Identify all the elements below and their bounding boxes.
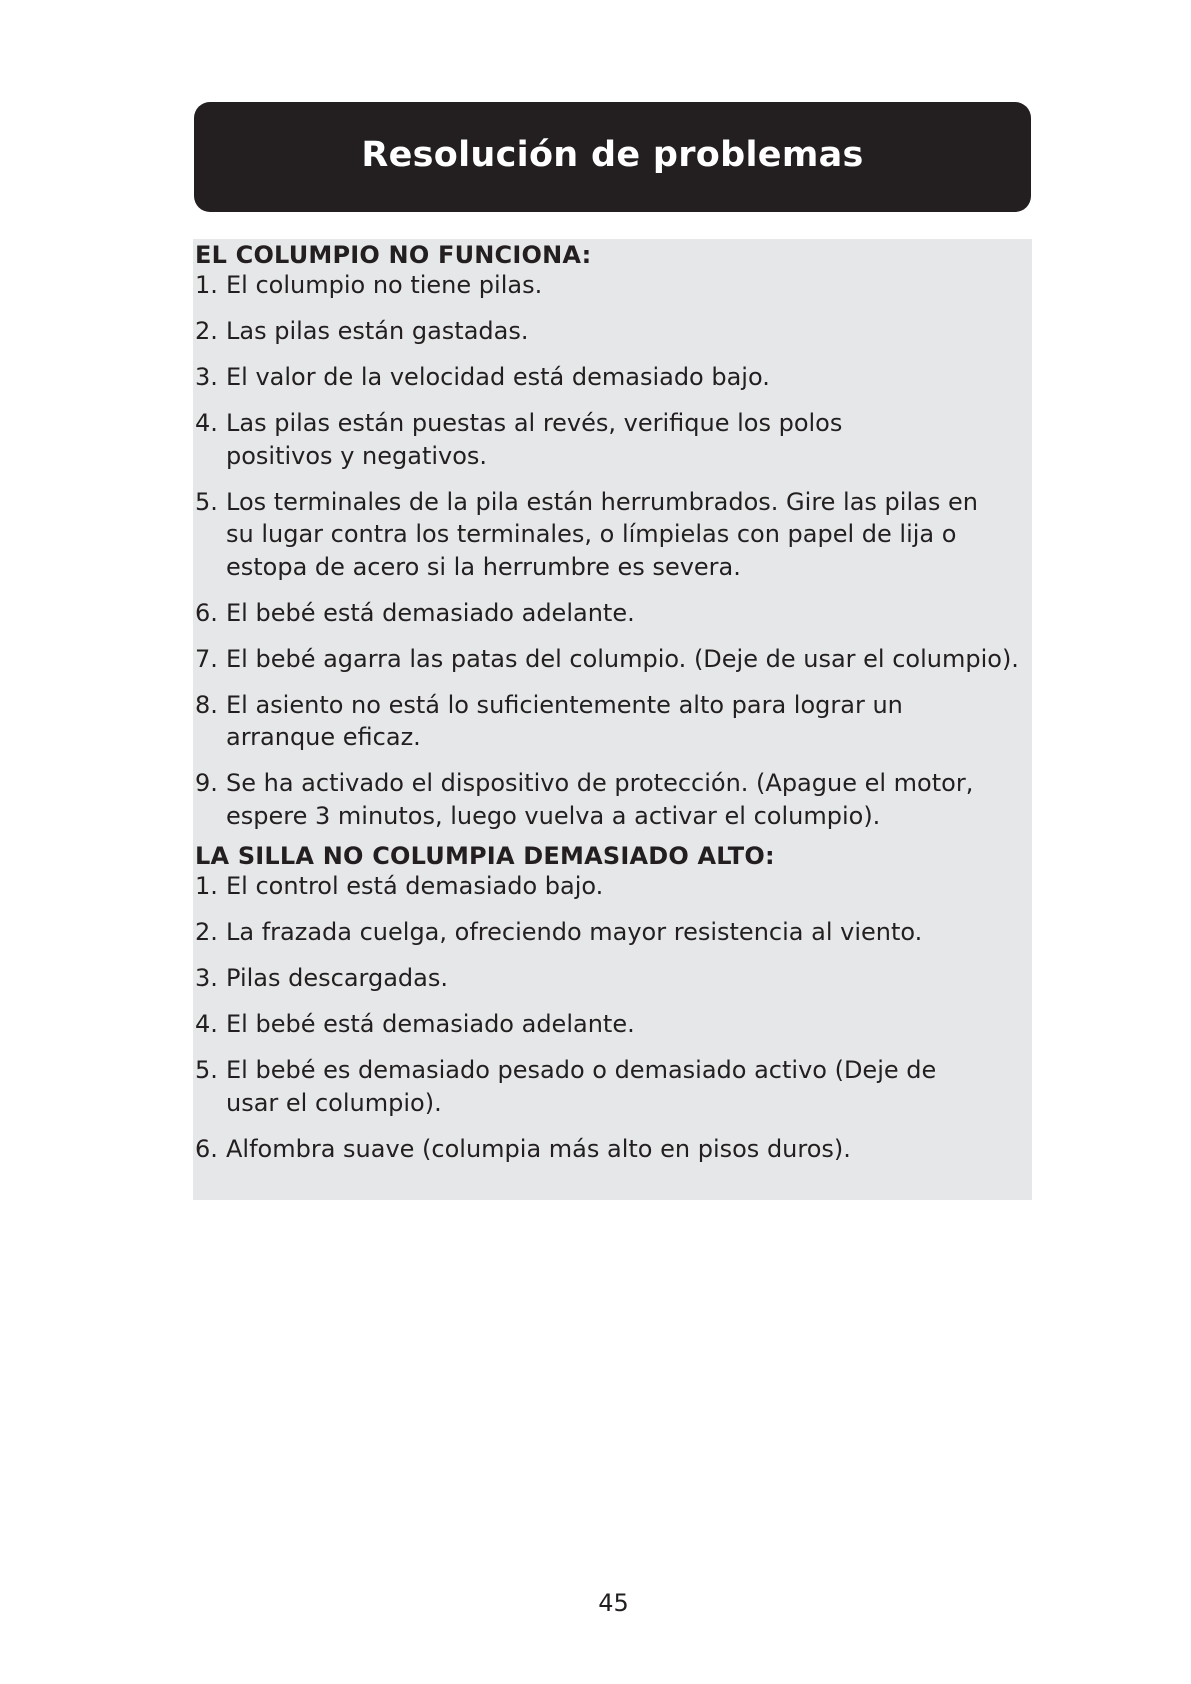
item-number: 3. [195, 363, 218, 391]
item-number: 6. [195, 1134, 218, 1163]
list-item [195, 486, 1032, 584]
page-title: Resolución de problemas [361, 135, 864, 175]
item-text: La frazada cuelga, ofreciendo mayor resistencia al viento. [226, 918, 923, 946]
item-text: Las pilas están gastadas. [226, 317, 529, 345]
item-text: El asiento no está lo suficientemente alto para lograr un arranque eficaz. [226, 690, 903, 751]
list-item [195, 597, 1032, 630]
item-text: Los terminales de la pila están herrumbrados. Gire las pilas en su lugar contra los terminales, o límpielas con papel de lija o estopa de acero si la herrumbre es severa. [226, 487, 978, 581]
item-number: 7. [195, 644, 218, 673]
item-number: 4. [195, 1010, 218, 1038]
item-number: 9. [195, 769, 218, 797]
item-text: El bebé está demasiado adelante. [226, 598, 635, 627]
list-item [195, 315, 1032, 348]
list-swing-not-working [195, 269, 1032, 832]
item-text: Alfombra suave (columpia más alto en pisos duros). [226, 1134, 851, 1163]
item-number: 8. [195, 690, 218, 719]
list-item [195, 962, 1032, 995]
list-item [195, 870, 1032, 903]
list-item [195, 1133, 1032, 1166]
page-number: 45 [598, 1589, 629, 1617]
list-item [195, 1008, 1032, 1041]
list-item [195, 361, 1032, 394]
list-item [195, 643, 1032, 676]
item-text: El valor de la velocidad está demasiado bajo. [226, 363, 770, 391]
item-text: El bebé agarra las patas del columpio. (Deje de usar el columpio). [226, 644, 1019, 673]
item-text: El bebé es demasiado pesado o demasiado activo (Deje de usar el columpio). [226, 1056, 937, 1117]
item-text: Pilas descargadas. [226, 964, 448, 992]
list-item [195, 767, 1032, 832]
item-number: 3. [195, 964, 218, 992]
item-text: El columpio no tiene pilas. [226, 271, 543, 299]
section-heading-swing-not-working: EL COLUMPIO NO FUNCIONA: [195, 241, 592, 269]
item-number: 6. [195, 598, 218, 627]
list-item [195, 407, 1032, 472]
item-text: Las pilas están puestas al revés, verifique los polos positivos y negativos. [226, 409, 843, 470]
title-banner [194, 102, 1031, 212]
section-heading-not-swinging-high: LA SILLA NO COLUMPIA DEMASIADO ALTO: [195, 842, 775, 870]
item-number: 5. [195, 487, 218, 516]
list-not-swinging-high [195, 870, 1032, 1165]
item-number: 4. [195, 409, 218, 437]
list-item [195, 1054, 1032, 1119]
troubleshooting-panel [193, 239, 1032, 1200]
list-item [195, 269, 1032, 302]
list-item [195, 916, 1032, 949]
item-text: El bebé está demasiado adelante. [226, 1010, 635, 1038]
list-item [195, 689, 1032, 754]
item-number: 1. [195, 872, 218, 900]
item-number: 2. [195, 317, 218, 345]
item-number: 5. [195, 1056, 218, 1084]
item-number: 2. [195, 918, 218, 946]
item-text: Se ha activado el dispositivo de protección. (Apague el motor, espere 3 minutos, luego vuelva a activar el columpio). [226, 769, 974, 830]
item-number: 1. [195, 271, 218, 299]
item-text: El control está demasiado bajo. [226, 872, 604, 900]
